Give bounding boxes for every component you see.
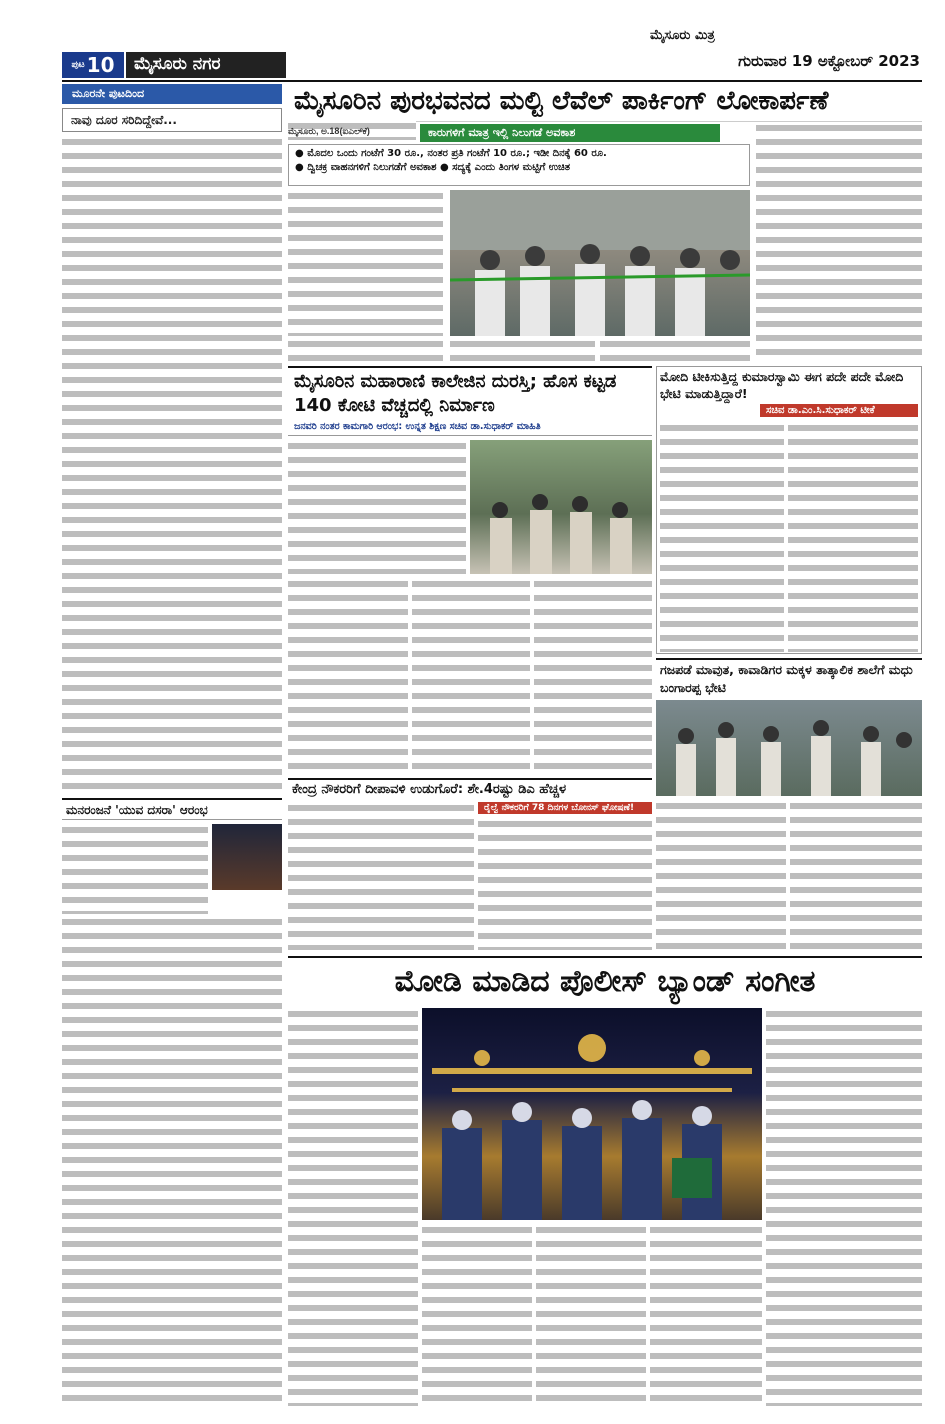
highlight-2: ● ದ್ವಿಚಕ್ರ ವಾಹನಗಳಿಗೆ ನಿಲುಗಡೆಗೆ ಅವಕಾಶ ● ಸದ್ಯಕ್ಕೆ ಎಂದು ತಿಂಗಳ ಮಟ್ಟಿಗೆ ಉಚಿತ: [295, 162, 571, 173]
paper-name: ಮೈಸೂರು ಮಿತ್ರ: [650, 28, 715, 43]
school-visit-photo: [656, 700, 922, 796]
side2-body-b: [790, 800, 922, 950]
section-title: ಮೈಸೂರು ನಗರ: [126, 52, 286, 78]
page-label: ಪುಟ: [71, 60, 85, 70]
college-body-b: [288, 578, 408, 774]
college-photo-art: [470, 440, 652, 574]
da-tag: ರೈಲ್ವೆ ನೌಕರರಿಗೆ 78 ದಿನಗಳ ಬೋನಸ್ ಘೋಷಣೆ!: [478, 802, 652, 814]
lead-dateline: ಮೈಸೂರು, ಅ.18(ಐಎಲ್‍ಕೆ): [288, 126, 370, 136]
lead-body-col4: [756, 122, 922, 362]
police-band-art: [422, 1008, 762, 1220]
band-body-e: [766, 1008, 922, 1406]
da-headline: ಕೇಂದ್ರ ನೌಕರರಿಗೆ ದೀಪಾವಳಿ ಉಡುಗೊರೆ: ಶೇ.4ರಷ್ಟು ಡಿಎ ಹೆಚ್ಚಳ: [288, 778, 652, 800]
da-body-b: [478, 818, 652, 950]
inauguration-photo: [450, 190, 750, 336]
side2-headline: ಗಜಪಡೆ ಮಾವುತ, ಕಾವಾಡಿಗರ ಮಕ್ಕಳ ತಾತ್ಕಾಲಿಕ ಶಾಲೆಗೆ ಮಧು ಬಂಗಾರಪ್ಪ ಭೇಟಿ: [656, 658, 922, 696]
college-body-c: [412, 578, 530, 774]
band-headline-box: [288, 956, 922, 1004]
lead-body-col3: [600, 338, 750, 362]
issue-date: ಗುರುವಾರ 19 ಅಕ್ಟೋಬರ್ 2023: [738, 52, 920, 70]
college-photo: [470, 440, 652, 574]
lead-headline: ಮೈಸೂರಿನ ಪುರಭವನದ ಮಲ್ಟಿ ಲೆವೆಲ್ ಪಾರ್ಕಿಂಗ್ ಲೋಕಾರ್ಪಣೆ: [288, 84, 922, 122]
da-body-a: [288, 802, 474, 950]
college-headline: ಮೈಸೂರಿನ ಮಹಾರಾಣಿ ಕಾಲೇಜಿನ ದುರಸ್ತಿ; ಹೊಸ ಕಟ್ಟಡ 140 ಕೋಟಿ ವೆಚ್ಚದಲ್ಲಿ ನಿರ್ಮಾಣ: [288, 366, 652, 418]
band-body-b: [422, 1224, 532, 1406]
lead-body-col1: [288, 190, 443, 336]
side1-body-a: [660, 422, 784, 652]
band-body-a: [288, 1008, 418, 1406]
page-number-value: 10: [86, 53, 115, 77]
band-body-c: [536, 1224, 646, 1406]
lead-highlights: [288, 144, 750, 186]
left-story-body: [62, 136, 282, 796]
college-body-d: [534, 578, 652, 774]
school-visit-art: [656, 700, 922, 796]
left-headline: ನಾವು ದೂರ ಸರಿದಿದ್ದೇವೆ...: [62, 108, 282, 132]
police-band-photo: [422, 1008, 762, 1220]
side1-body-b: [788, 422, 918, 652]
yuva-dasara-headline: ಮನರಂಜನೆ 'ಯುವ ದಸರಾ' ಆರಂಭ: [62, 798, 282, 820]
lead-green-subhead: ಕಾರುಗಳಿಗೆ ಮಾತ್ರ ಇಲ್ಲಿ ನಿಲುಗಡೆ ಅವಕಾಶ: [420, 124, 720, 142]
highlight-1: ● ಮೊದಲ ಒಂದು ಗಂಟೆಗೆ 30 ರೂ., ನಂತರ ಪ್ರತಿ ಗಂಟೆಗೆ 10 ರೂ.; ಇಡೀ ದಿನಕ್ಕೆ 60 ರೂ.: [295, 148, 607, 159]
yuva-dasara-body-a: [62, 824, 208, 914]
singer-photo: [212, 824, 282, 890]
side2-body-a: [656, 800, 786, 950]
band-headline: ಮೋಡಿ ಮಾಡಿದ ಪೊಲೀಸ್ ಬ್ಯಾಂಡ್ ಸಂಗೀತ: [394, 963, 816, 999]
inauguration-photo-art: [450, 190, 750, 336]
college-subhead: ಜನವರಿ ನಂತರ ಕಾಮಗಾರಿ ಆರಂಭ: ಉನ್ನತ ಶಿಕ್ಷಣ ಸಚಿವ ಡಾ.ಸುಧಾಕರ್ ಮಾಹಿತಿ: [288, 420, 652, 436]
page-number: [62, 52, 124, 78]
yuva-dasara-body-b: [62, 916, 282, 1406]
side1-credit: ಸಚಿವ ಡಾ.ಎಂ.ಸಿ.ಸುಧಾಕರ್ ಟೀಕೆ: [760, 404, 918, 417]
side1-headline: ಮೋದಿ ಟೀಕಿಸುತ್ತಿದ್ದ ಕುಮಾರಸ್ವಾಮಿ ಈಗ ಪದೇ ಪದೇ ಮೋದಿ ಭೇಟಿ ಮಾಡುತ್ತಿದ್ದಾರೆ!: [660, 369, 904, 401]
lead-body-col2: [450, 338, 595, 362]
lead-body-col1b: [288, 338, 443, 362]
continued-kicker: ಮೂರನೇ ಪುಟದಿಂದ: [62, 84, 282, 104]
header-rule: [62, 80, 922, 82]
college-body-a: [288, 440, 466, 574]
band-body-d: [650, 1224, 762, 1406]
